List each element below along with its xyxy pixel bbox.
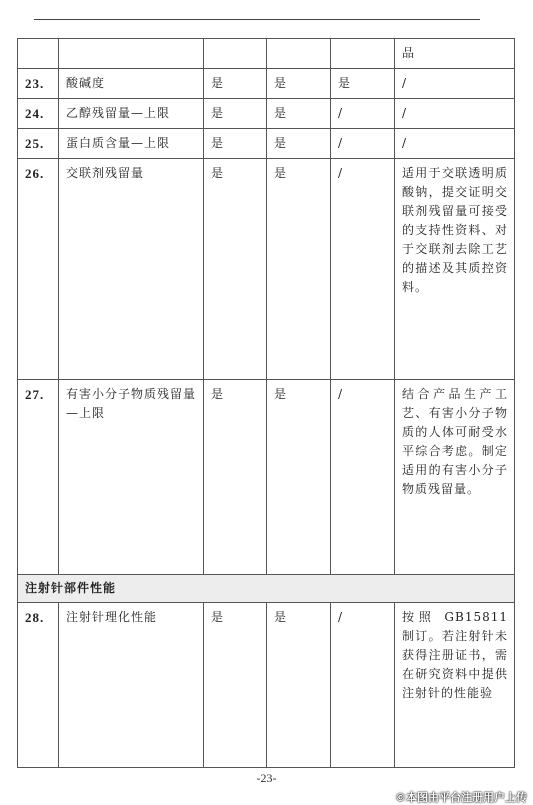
applicability-cell: 是	[204, 99, 267, 129]
item-name	[59, 39, 204, 69]
applicability-cell: /	[331, 159, 395, 380]
row-number: 28.	[18, 603, 59, 768]
applicability-cell: /	[331, 99, 395, 129]
table-row	[18, 603, 515, 768]
applicability-cell: /	[331, 380, 395, 575]
applicability-cell	[331, 39, 395, 69]
applicability-cell: 是	[204, 129, 267, 159]
item-name: 交联剂残留量	[59, 159, 204, 380]
applicability-cell: 是	[267, 159, 331, 380]
section-header-row	[18, 575, 515, 603]
applicability-cell: 是	[267, 129, 331, 159]
row-number: 23.	[18, 69, 59, 99]
page-number: -23-	[256, 771, 277, 785]
item-name: 蛋白质含量—上限	[59, 129, 204, 159]
remark-cell: 品	[395, 39, 515, 69]
remark-cell: /	[395, 129, 515, 159]
table-row	[18, 159, 515, 380]
applicability-cell	[204, 39, 267, 69]
item-name: 乙醇残留量—上限	[59, 99, 204, 129]
platform-watermark: ©本图由平台注册用户上传	[395, 791, 527, 804]
item-name: 酸碱度	[59, 69, 204, 99]
applicability-cell: 是	[331, 69, 395, 99]
row-number: 25.	[18, 129, 59, 159]
applicability-cell: /	[331, 129, 395, 159]
applicability-cell: 是	[267, 603, 331, 768]
header-rule	[34, 19, 480, 20]
applicability-cell: 是	[267, 380, 331, 575]
table-row	[18, 380, 515, 575]
item-name: 有害小分子物质残留量—上限	[59, 380, 204, 575]
table-row	[18, 69, 515, 99]
table-row	[18, 129, 515, 159]
table-row	[18, 39, 515, 69]
section-title: 注射针部件性能	[18, 575, 515, 603]
table-row	[18, 99, 515, 129]
remark-cell: 结合产品生产工艺、有害小分子物质的人体可耐受水平综合考虑。制定适用的有害小分子物质残留量。	[395, 380, 515, 575]
applicability-cell: 是	[267, 69, 331, 99]
item-name: 注射针理化性能	[59, 603, 204, 768]
remark-cell: /	[395, 99, 515, 129]
remark-cell: 按照 GB15811 制订。若注射针未获得注册证书，需在研究资料中提供注射针的性能验	[395, 603, 515, 768]
requirements-table	[17, 38, 515, 768]
remark-cell: /	[395, 69, 515, 99]
applicability-cell: 是	[204, 69, 267, 99]
remark-cell: 适用于交联透明质酸钠，提交证明交联剂残留量可接受的支持性资料、对于交联剂去除工艺的描述及其质控资料。	[395, 159, 515, 380]
applicability-cell	[267, 39, 331, 69]
applicability-cell: /	[331, 603, 395, 768]
applicability-cell: 是	[204, 380, 267, 575]
row-number: 26.	[18, 159, 59, 380]
applicability-cell: 是	[204, 159, 267, 380]
applicability-cell: 是	[267, 99, 331, 129]
row-number	[18, 39, 59, 69]
applicability-cell: 是	[204, 603, 267, 768]
row-number: 27.	[18, 380, 59, 575]
row-number: 24.	[18, 99, 59, 129]
